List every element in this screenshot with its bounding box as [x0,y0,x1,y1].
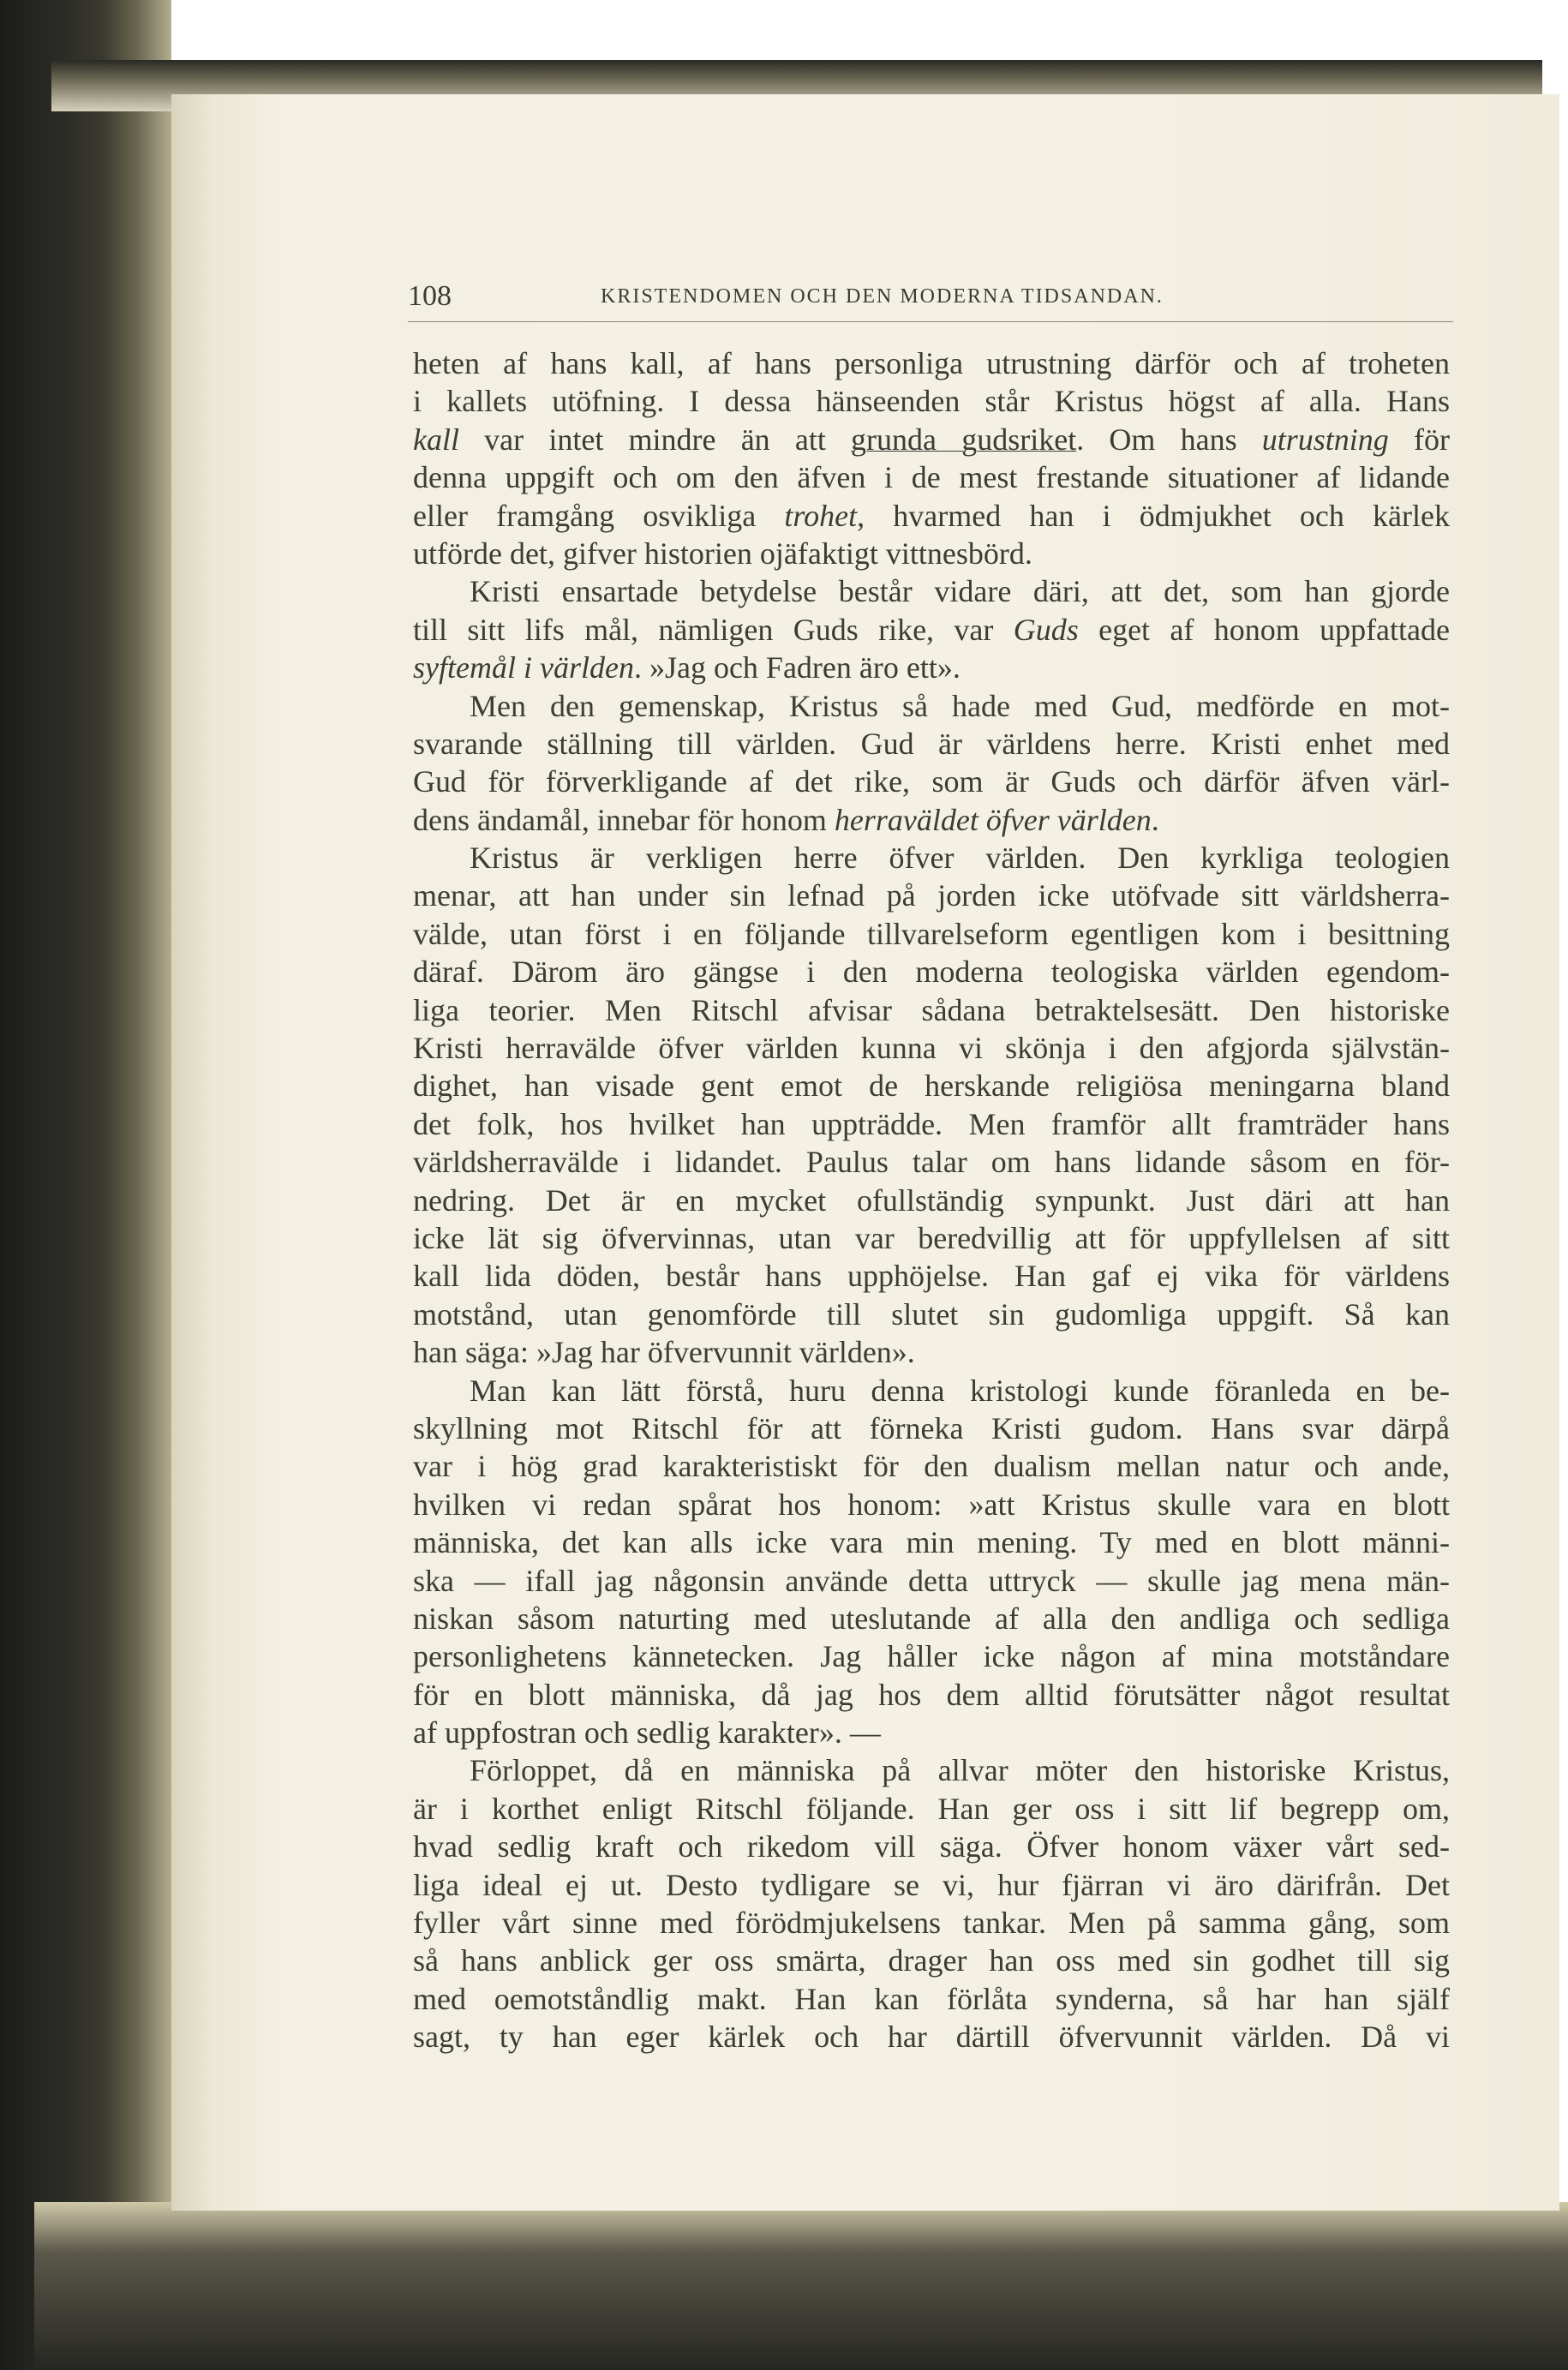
text-line: Förloppet, då en människa på allvar möter den historiske Kristus, [470,1753,1450,1788]
text-line: till sitt lifs mål, nämligen Guds rike, var Guds eget af honom uppfattade [413,612,1450,647]
text-line: dighet, han visade gent emot de herskande religiösa meningarna bland [413,1068,1450,1104]
text-line: utförde det, gifver historien ojäfaktigt vittnesbörd. [413,536,1032,571]
text-line: syftemål i världen. »Jag och Fadren äro ett». [413,650,961,685]
text-line: af uppfostran och sedlig karakter». — [413,1715,881,1751]
text-line: han säga: »Jag har öfvervunnit världen». [413,1335,915,1370]
text-line: var i hög grad karakteristiskt för den dualism mellan natur och ande, [413,1449,1450,1484]
text-line: liga ideal ej ut. Desto tydligare se vi, hur fjärran vi äro därifrån. Det [413,1867,1450,1902]
underlined-text: grunda gudsriket [851,422,1077,457]
italic-text: syftemål i världen [413,650,634,685]
text-line: svarande ställning till världen. Gud är världens herre. Kristi enhet med [413,726,1450,761]
text-line: Kristi ensartade betydelse består vidare däri, att det, som han gjorde [470,574,1450,609]
running-head: KRISTENDOMEN OCH DEN MODERNA TIDSANDAN. [601,285,1164,308]
text-line: menar, att han under sin lefnad på jorden icke utöfvade sitt världsherra- [413,878,1450,913]
text-line: personlighetens kännetecken. Jag håller icke någon af mina motståndare [413,1639,1450,1674]
book-binding [0,0,171,2370]
text-line: för en blott människa, då jag hos dem alltid förutsätter något resultat [413,1677,1450,1712]
text-line: motstånd, utan genomförde till slutet sin gudomliga uppgift. Så kan [413,1296,1450,1332]
page-edge-bottom [34,2202,1568,2370]
text-line: dens ändamål, innebar för honom herraväldet öfver världen. [413,802,1159,837]
text-line: hvilken vi redan spårat hos honom: »att Kristus skulle vara en blott [413,1487,1450,1522]
text-line: nedring. Det är en mycket ofullständig synpunkt. Just däri att han [413,1182,1450,1218]
text-line: denna uppgift och om den äfven i de mest frestande situationer af lidande [413,460,1450,495]
text-line: eller framgång osvikliga trohet, hvarmed han i ödmjukhet och kärlek [413,498,1450,533]
page-header [408,278,1453,322]
text-line: heten af hans kall, af hans personliga utrustning därför och af troheten [413,346,1450,380]
text-line: det folk, hos hvilket han uppträdde. Men framför allt framträder hans [413,1106,1450,1141]
text-line: är i korthet enligt Ritschl följande. Han ger oss i sitt lif begrepp om, [413,1791,1450,1826]
text-line: så hans anblick ger oss smärta, drager han oss med sin godhet till sig [413,1943,1450,1978]
italic-text: kall [413,422,459,457]
text-line: icke lät sig öfvervinnas, utan var beredvillig att för uppfyllelsen af sitt [413,1220,1450,1255]
text-line: Men den gemenskap, Kristus så hade med Gud, medförde en mot- [470,688,1450,723]
text-line: kall lida döden, består hans upphöjelse. Han gaf ej vika för världens [413,1259,1450,1294]
text-line: fyller vårt sinne med förödmjukelsens tankar. Men på samma gång, som [413,1906,1450,1941]
text-line: med oemotståndlig makt. Han kan förlåta synderna, så har han själf [413,1981,1450,2016]
text-line: sagt, ty han eger kärlek och har därtill öfvervunnit världen. Då vi [413,2020,1450,2055]
text-line: människa, det kan alls icke vara min mening. Ty med en blott männi- [413,1525,1450,1560]
text-line: i kallets utöfning. I dessa hänseenden står Kristus högst af alla. Hans [413,384,1450,419]
text-line: Man kan lätt förstå, huru denna kristologi kunde föranleda en be- [470,1373,1450,1408]
italic-text: trohet [784,498,858,533]
text-line: niskan såsom naturting med uteslutande af alla den andliga och sedliga [413,1601,1450,1636]
italic-text: Guds [1013,612,1079,647]
page-number: 108 [408,280,452,312]
text-line: kall var intet mindre än att grunda gudsriket. Om hans utrustning för [413,422,1450,457]
text-line: välde, utan först i en följande tillvarelseform egentligen kom i besittning [413,916,1450,951]
italic-text: utrustning [1261,422,1389,457]
text-line: världsherravälde i lidandet. Paulus talar om hans lidande såsom en för- [413,1145,1450,1180]
text-line: ska — ifall jag någonsin använde detta uttryck — skulle jag mena män- [413,1563,1450,1598]
italic-text: herraväldet öfver världen [834,802,1152,837]
text-line: däraf. Därom äro gängse i den moderna teologiska världen egendom- [413,955,1450,990]
text-line: Gud för förverkligande af det rike, som är Guds och därför äfven värl- [413,764,1450,799]
text-line: Kristi herravälde öfver världen kunna vi skönja i den afgjorda självstän- [413,1031,1450,1066]
text-line: Kristus är verkligen herre öfver världen. Den kyrkliga teologien [470,841,1450,876]
text-line: liga teorier. Men Ritschl afvisar sådana betraktelsesätt. Den historiske [413,992,1450,1027]
text-line: hvad sedlig kraft och rikedom vill säga. Öfver honom växer vårt sed- [413,1829,1450,1864]
body-text [413,344,1450,2056]
text-line: skyllning mot Ritschl för att förneka Kristi gudom. Hans svar därpå [413,1410,1450,1445]
